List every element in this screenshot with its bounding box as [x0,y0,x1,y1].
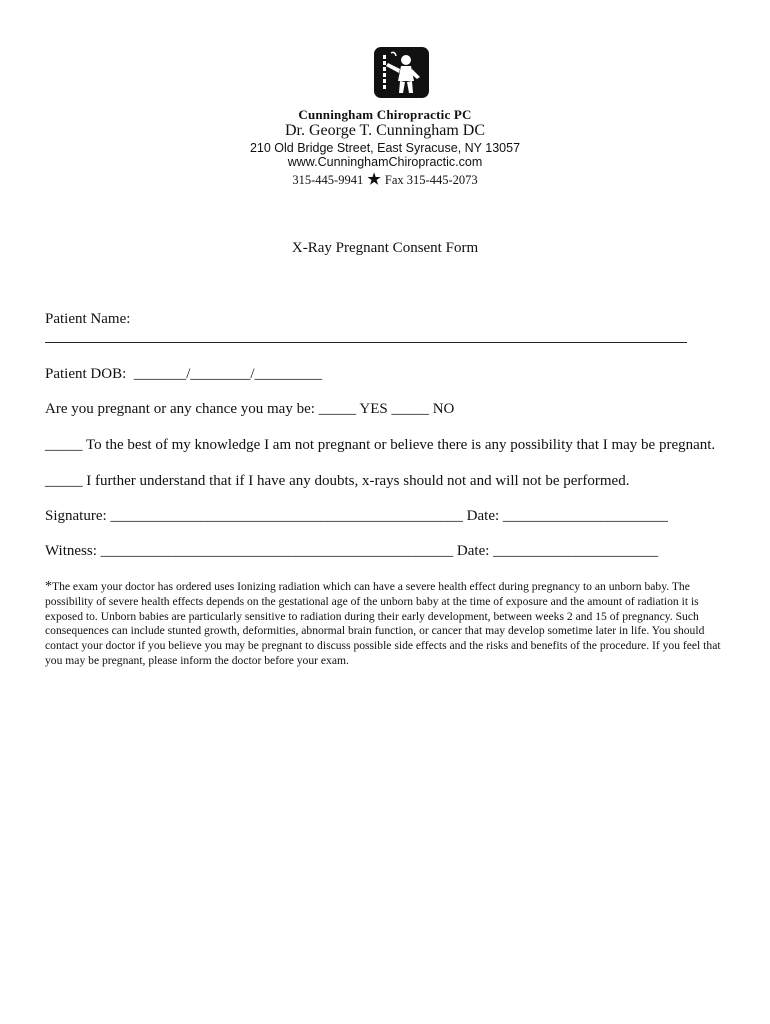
statement-2-initial-field[interactable]: _____ [45,473,83,489]
witness-field[interactable]: _______________________________________________ [100,543,454,559]
form-title: X-Ray Pregnant Consent Form [291,240,479,256]
pregnancy-question: Are you pregnant or any chance you may be: [45,401,315,417]
patient-dob-field[interactable]: _______/________/_________ [133,366,323,382]
signature-label: Signature: [45,508,107,524]
notice-asterisk: * [45,579,52,594]
fax-number: Fax 315-445-2073 [384,173,478,187]
doctor-name: Dr. George T. Cunningham DC [285,122,485,139]
statement-1-row [45,437,715,454]
witness-label: Witness: [45,543,97,559]
signature-row [45,508,668,525]
statement-1-initial-field[interactable]: _____ [45,437,83,453]
no-field[interactable]: _____ [391,401,429,417]
yes-label: YES [359,401,388,417]
signature-date-label: Date: [466,508,500,524]
contact-numbers [0,170,770,189]
statement-1-text: To the best of my knowledge I am not pregnant or believe there is any possibility that I may be pregnant. [85,437,716,453]
practice-logo [374,47,429,98]
patient-dob-row [45,366,322,383]
no-label: NO [432,401,455,417]
star-separator-icon: ★ [367,172,381,188]
witness-date-label: Date: [456,543,490,559]
chiropractor-figure-icon [374,47,429,98]
witness-row [45,543,658,560]
signature-date-field[interactable]: ______________________ [502,508,668,524]
patient-name-label: Patient Name: [45,311,131,327]
pregnancy-question-row [45,401,454,418]
yes-field[interactable]: _____ [318,401,357,417]
website-link[interactable]: www.CunninghamChiropractic.com [287,155,483,169]
radiation-notice [45,580,729,669]
signature-field[interactable]: _______________________________________________ [110,508,463,524]
statement-2-row [45,473,629,490]
notice-text: The exam your doctor has ordered uses Ionizing radiation which can have a severe health effect during pregnancy to an unborn baby. The possibility of severe health effects depends on the gestational age of the unborn baby at the time of exposure and the amount of radiation it is exposed to. Unborn babies are particularly sensitive to radiation during their early development, between weeks 2 and 15 of pregnancy. Such consequences can include stunted growth, deformities, abnormal brain function, or cancer that may develop sometime later in life. You should contact your doctor if you believe you may be pregnant to discuss possible side effects and the risks and benefits of the procedure. If you feel that you may be pregnant, please inform the doctor before your exam. [45,580,721,667]
patient-name-field[interactable] [45,330,687,343]
witness-date-field[interactable]: ______________________ [493,543,659,559]
practice-name: Cunningham Chiropractic PC [298,107,472,122]
patient-dob-label: Patient DOB: [45,366,127,382]
statement-2-text: I further understand that if I have any doubts, x-rays should not and will not be performed. [86,473,630,489]
phone-number: 315-445-9941 [292,173,364,187]
street-address: 210 Old Bridge Street, East Syracuse, NY 13057 [249,141,521,155]
